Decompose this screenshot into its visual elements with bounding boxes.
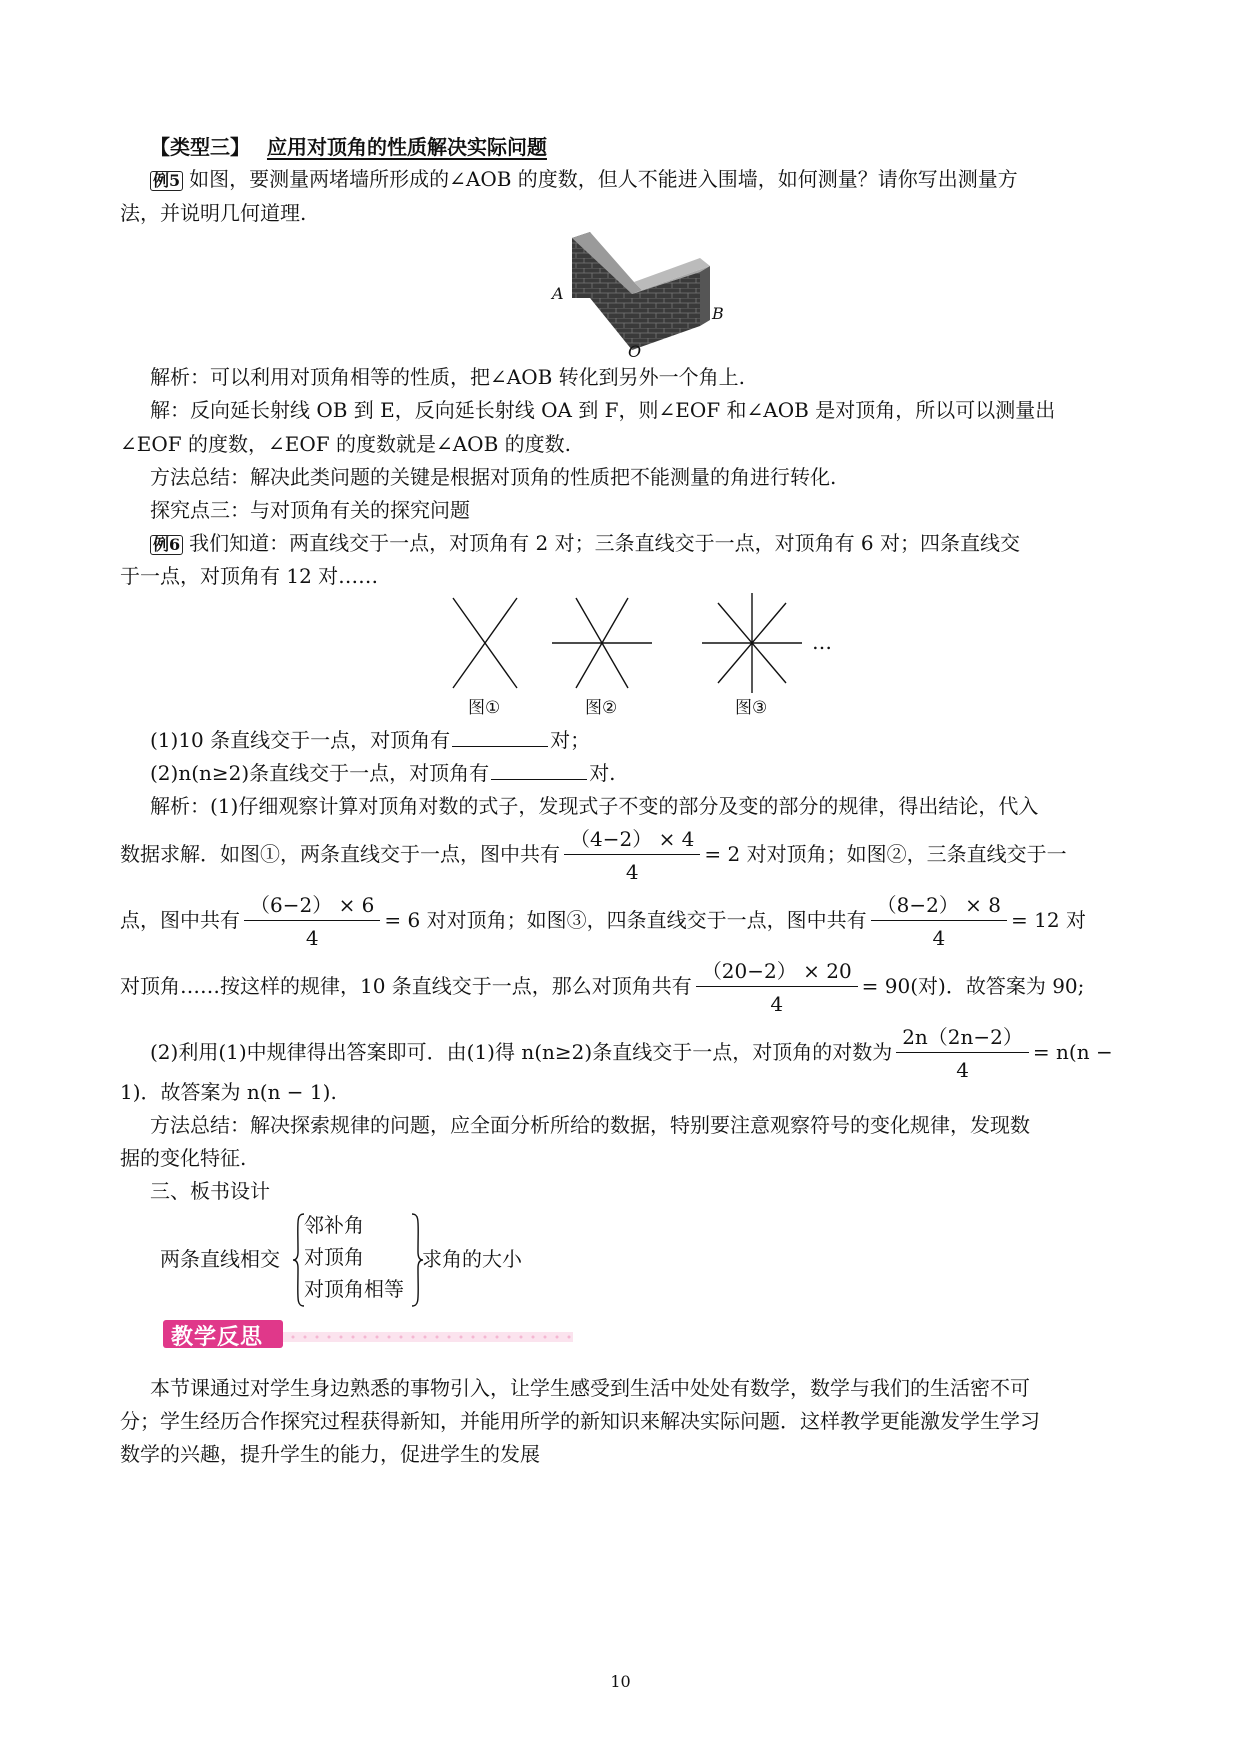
analysis-text: 可以利用对顶角相等的性质，把∠AOB 转化到另外一个角上. xyxy=(210,365,746,389)
figure-ellipsis: … xyxy=(812,630,832,654)
summary-text: 解决此类问题的关键是根据对顶角的性质把不能测量的角进行转化. xyxy=(250,465,837,489)
answer-blank-1[interactable] xyxy=(452,726,548,747)
board-item-vertical-angles: 对顶角 xyxy=(304,1245,364,1269)
fraction-2 xyxy=(244,892,380,951)
page-number: 10 xyxy=(610,1672,631,1691)
analysis-text-5a: (2)利用(1)中规律得出答案即可．由(1)得 n(n≥2)条直线交于一点，对顶角的对数为 xyxy=(150,1040,893,1064)
analysis-text-3c: = 12 对 xyxy=(1011,908,1086,932)
fraction-5-numerator: 2n（2n−2） xyxy=(896,1024,1029,1053)
example6-summary-line2: 据的变化特征. xyxy=(120,1146,247,1170)
example5-line2: 法，并说明几何道理. xyxy=(120,201,307,225)
point-b-label: B xyxy=(712,304,724,323)
figure-2-three-lines xyxy=(552,598,652,688)
fraction-5-denominator: 4 xyxy=(956,1058,969,1082)
question-1-text: (1)10 条直线交于一点，对顶角有 xyxy=(150,728,451,752)
example5-analysis xyxy=(150,363,745,391)
summary-text-1: 解决探索规律的问题，应全面分析所给的数据，特别要注意观察符号的变化规律，发现数 xyxy=(250,1113,1030,1137)
figure-3-four-lines xyxy=(702,593,802,693)
point-a-label: A xyxy=(552,284,564,303)
figure-1-two-lines xyxy=(453,598,517,688)
fraction-4-denominator: 4 xyxy=(770,992,784,1016)
fraction-2-numerator: （6−2） × 6 xyxy=(244,892,380,921)
section-title: 应用对顶角的性质解决实际问题 xyxy=(266,135,547,159)
example5-text1: 如图，要测量两堵墙所形成的∠AOB 的度数，但人不能进入围墙，如何测量？请你写出测量方 xyxy=(189,167,1018,191)
analysis-text-4b: = 90(对)．故答案为 90; xyxy=(861,974,1085,998)
example6-line2: 于一点，对顶角有 12 对…… xyxy=(120,564,379,588)
board-right-text: 求角的大小 xyxy=(422,1247,522,1271)
fraction-3-denominator: 4 xyxy=(932,926,946,950)
figure-2-label: 图② xyxy=(585,698,618,718)
figure-1-label: 图① xyxy=(468,698,501,718)
question-2 xyxy=(150,759,616,787)
fraction-1 xyxy=(564,826,700,885)
board-item-vertical-angles-equal: 对顶角相等 xyxy=(304,1277,404,1301)
analysis-text-3b: = 6 对对顶角；如图③，四条直线交于一点，图中共有 xyxy=(384,908,867,932)
example6-line1 xyxy=(150,529,1020,557)
summary-label: 方法总结： xyxy=(150,1113,250,1137)
example5-solution-line2: ∠EOF 的度数，∠EOF 的度数就是∠AOB 的度数. xyxy=(120,432,571,456)
fraction-4 xyxy=(696,958,858,1017)
analysis-text-3a: 点，图中共有 xyxy=(120,908,240,932)
brick-wall-illustration xyxy=(560,228,730,358)
reflection-line2: 分；学生经历合作探究过程获得新知，并能用所学的新知识来解决实际问题．这样教学更能激发学生学习 xyxy=(120,1409,1040,1433)
example6-analysis-line6: 1)．故答案为 n(n − 1). xyxy=(120,1080,337,1104)
example5-tag: 例5 xyxy=(150,171,183,191)
example5-summary xyxy=(150,463,836,491)
example6-summary-line1 xyxy=(150,1111,1030,1139)
analysis-text-5b: = n(n − xyxy=(1032,1040,1113,1064)
question-2-text: (2)n(n≥2)条直线交于一点，对顶角有 xyxy=(150,761,490,785)
question-1 xyxy=(150,726,590,754)
explore-point-heading: 探究点三：与对顶角有关的探究问题 xyxy=(150,498,470,522)
analysis-text-2a: 数据求解．如图①，两条直线交于一点，图中共有 xyxy=(120,842,560,866)
fraction-1-numerator: （4−2） × 4 xyxy=(564,826,700,855)
summary-label: 方法总结： xyxy=(150,465,250,489)
question-2-suffix: 对. xyxy=(589,761,616,785)
fraction-4-numerator: （20−2） × 20 xyxy=(696,958,858,987)
section-bracket: 【类型三】 xyxy=(150,135,250,159)
reflection-line3: 数学的兴趣，提升学生的能力，促进学生的发展 xyxy=(120,1442,540,1466)
fraction-5 xyxy=(896,1024,1029,1083)
board-left-text: 两条直线相交 xyxy=(160,1247,280,1271)
figure-3-label: 图③ xyxy=(735,698,768,718)
example6-tag: 例6 xyxy=(150,535,183,555)
wall-figure xyxy=(552,228,730,361)
example5-line1 xyxy=(150,165,1018,193)
fraction-1-denominator: 4 xyxy=(625,860,639,884)
analysis-text-4a: 对顶角……按这样的规律，10 条直线交于一点，那么对顶角共有 xyxy=(120,974,692,998)
analysis-text-2b: = 2 对对顶角；如图②，三条直线交于一 xyxy=(704,842,1067,866)
point-o-label: O xyxy=(628,342,642,361)
analysis-text-1: (1)仔细观察计算对顶角对数的式子，发现式子不变的部分及变的部分的规律，得出结论，代入 xyxy=(210,794,1039,818)
example6-analysis-line4 xyxy=(120,958,1084,1017)
fraction-3 xyxy=(871,892,1007,951)
example6-analysis-line2 xyxy=(120,826,1067,885)
intersecting-lines-figures xyxy=(440,590,840,700)
fraction-3-numerator: （8−2） × 8 xyxy=(871,892,1007,921)
reflection-banner-title: 教学反思 xyxy=(171,1325,264,1350)
fraction-2-denominator: 4 xyxy=(305,926,319,950)
board-item-adjacent-supplementary: 邻补角 xyxy=(304,1213,364,1237)
section-heading xyxy=(150,133,547,161)
answer-blank-2[interactable] xyxy=(491,759,587,780)
example6-text1: 我们知道：两直线交于一点，对顶角有 2 对；三条直线交于一点，对顶角有 6 对；四条直线交 xyxy=(189,531,1021,555)
example5-solution-line1: 解：反向延长射线 OB 到 E，反向延长射线 OA 到 F，则∠EOF 和∠AOB 是对顶角，所以可以测量出 xyxy=(150,398,1056,422)
board-design-heading: 三、板书设计 xyxy=(150,1179,270,1203)
example6-analysis-line3 xyxy=(120,892,1086,951)
analysis-label: 解析： xyxy=(150,365,210,389)
reflection-banner xyxy=(163,1318,583,1352)
example6-analysis-line5 xyxy=(150,1024,1113,1083)
question-1-suffix: 对； xyxy=(550,728,591,752)
analysis-label: 解析： xyxy=(150,794,210,818)
example6-analysis-line1 xyxy=(150,792,1038,820)
reflection-line1: 本节课通过对学生身边熟悉的事物引入，让学生感受到生活中处处有数学，数学与我们的生活密不可 xyxy=(150,1376,1030,1400)
